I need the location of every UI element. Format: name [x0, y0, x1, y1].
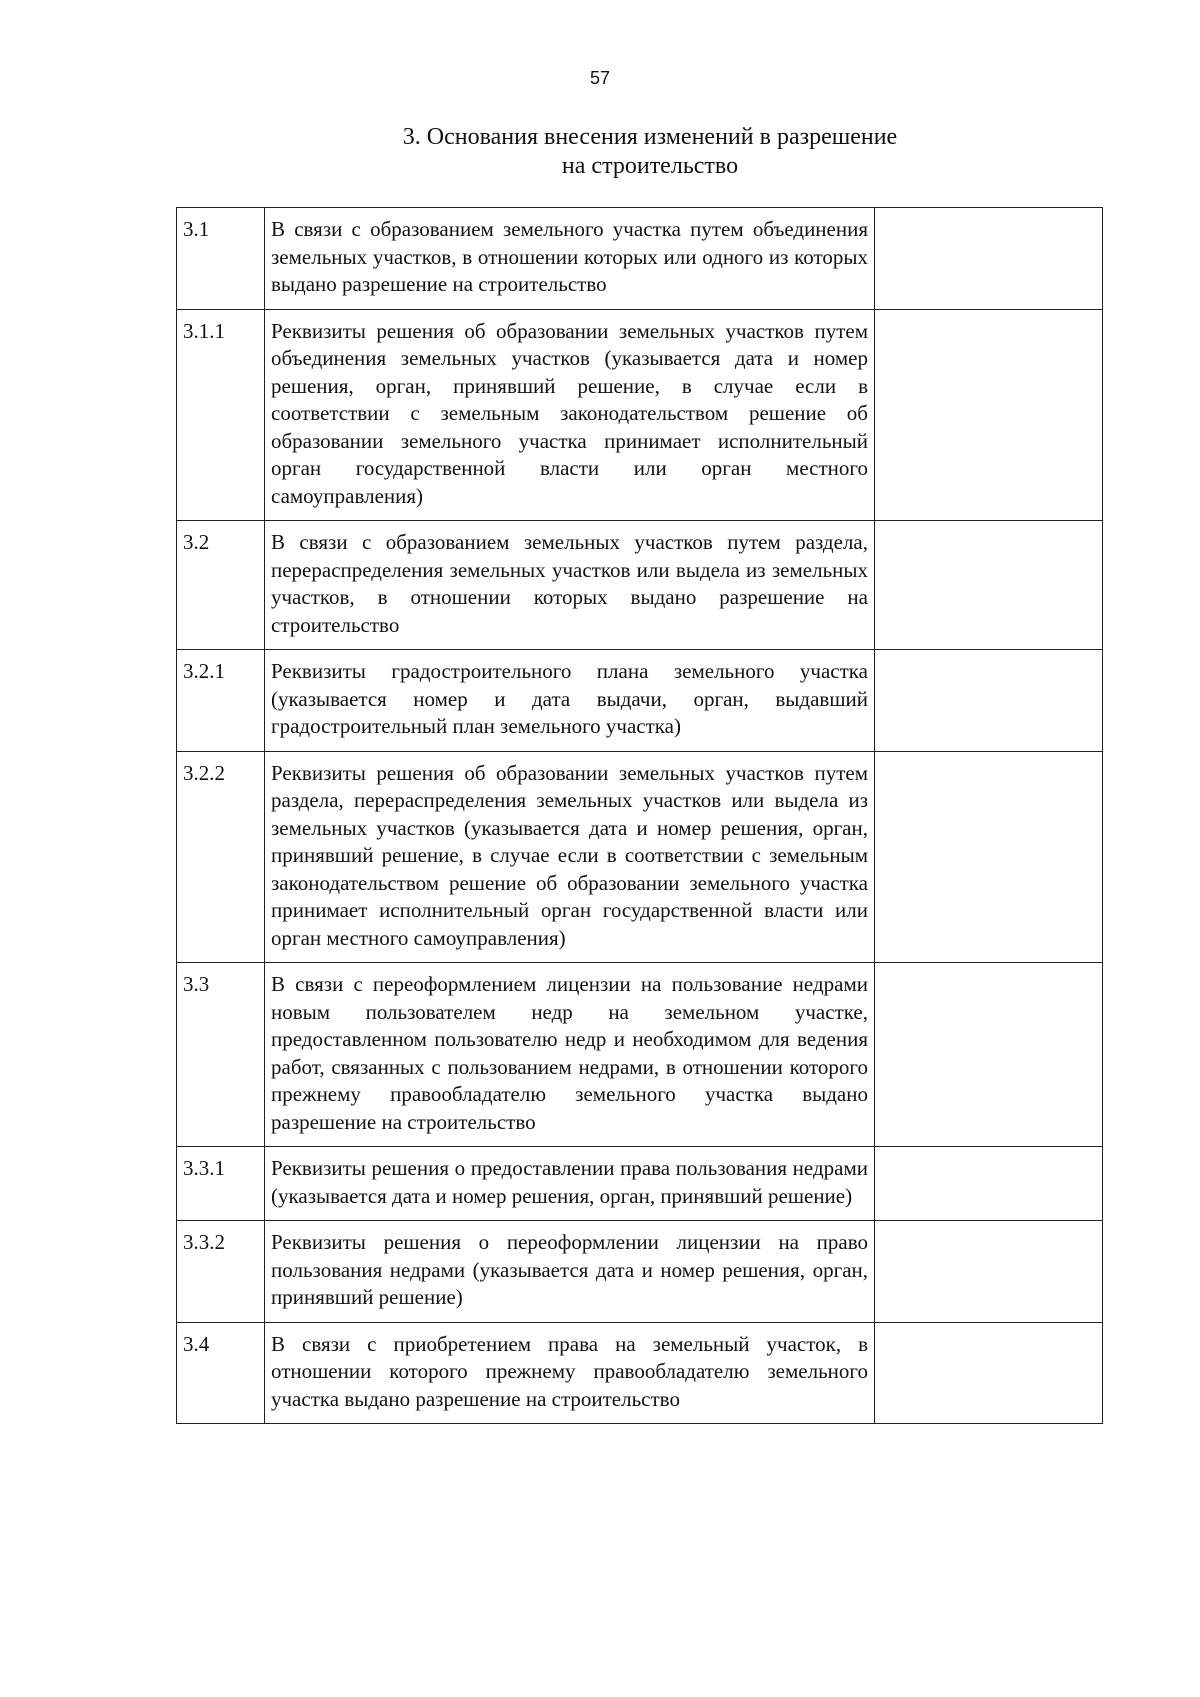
row-value-cell: [875, 1147, 1103, 1221]
row-value-cell: [875, 208, 1103, 310]
row-value-cell: [875, 309, 1103, 521]
row-description: В связи с приобретением права на земельный участок, в отношении которого прежнему правообладателю земельного участка выдано разрешение на строительство: [265, 1322, 875, 1424]
row-description: Реквизиты градостроительного плана земельного участка (указывается номер и дата выдачи, орган, выдавший градостроительный план земельного участка): [265, 650, 875, 752]
row-description: Реквизиты решения о переоформлении лицензии на право пользования недрами (указывается дата и номер решения, орган, принявший решение): [265, 1221, 875, 1323]
section-heading: [360, 123, 940, 181]
row-description: Реквизиты решения об образовании земельных участков путем раздела, перераспределения земельных участков или выдела из земельных участков (указывается дата и номер решения, орган, принявший решение, в случае если в соответствии с земельным законодательством решение об образовании земельного участка принимает исполнительный орган государственной власти или орган местного самоуправления): [265, 751, 875, 963]
table-row: [177, 1147, 1103, 1221]
row-description: В связи с образованием земельных участков путем раздела, перераспределения земельных участков или выдела из земельных участков, в отношении которых выдано разрешение на строительство: [265, 521, 875, 650]
table-row: [177, 650, 1103, 752]
section-heading-line-1: 3. Основания внесения изменений в разрешение: [402, 124, 898, 150]
row-number: 3.4: [177, 1322, 265, 1424]
row-number: 3.3.1: [177, 1147, 265, 1221]
table-row: [177, 963, 1103, 1147]
table-row: [177, 309, 1103, 521]
row-value-cell: [875, 521, 1103, 650]
row-description: Реквизиты решения о предоставлении права пользования недрами (указывается дата и номер решения, орган, принявший решение): [265, 1147, 875, 1221]
row-number: 3.1: [177, 208, 265, 310]
section-heading-line-2: на строительство: [561, 153, 739, 179]
row-value-cell: [875, 751, 1103, 963]
row-description: В связи с переоформлением лицензии на пользование недрами новым пользователем недр на земельном участке, предоставленном пользователю недр и необходимом для ведения работ, связанных с пользованием недрами, в отношении которого прежнему правообладателю земельного участка выдано разрешение на строительство: [265, 963, 875, 1147]
table-row: [177, 751, 1103, 963]
grounds-table: [176, 207, 1103, 1424]
row-description: Реквизиты решения об образовании земельных участков путем объединения земельных участков (указывается дата и номер решения, орган, принявший решение, в случае если в соответствии с земельным законодательством решение об образовании земельного участка принимает исполнительный орган государственной власти или орган местного самоуправления): [265, 309, 875, 521]
page-number: 57: [589, 68, 611, 88]
table-row: [177, 208, 1103, 310]
table-row: [177, 1322, 1103, 1424]
row-number: 3.2.2: [177, 751, 265, 963]
row-number: 3.3.2: [177, 1221, 265, 1323]
table-row: [177, 521, 1103, 650]
row-value-cell: [875, 1322, 1103, 1424]
row-value-cell: [875, 1221, 1103, 1323]
row-number: 3.2.1: [177, 650, 265, 752]
row-description: В связи с образованием земельного участка путем объединения земельных участков, в отношении которых или одного из которых выдано разрешение на строительство: [265, 208, 875, 310]
row-number: 3.2: [177, 521, 265, 650]
row-value-cell: [875, 650, 1103, 752]
table-row: [177, 1221, 1103, 1323]
row-number: 3.1.1: [177, 309, 265, 521]
row-number: 3.3: [177, 963, 265, 1147]
row-value-cell: [875, 963, 1103, 1147]
